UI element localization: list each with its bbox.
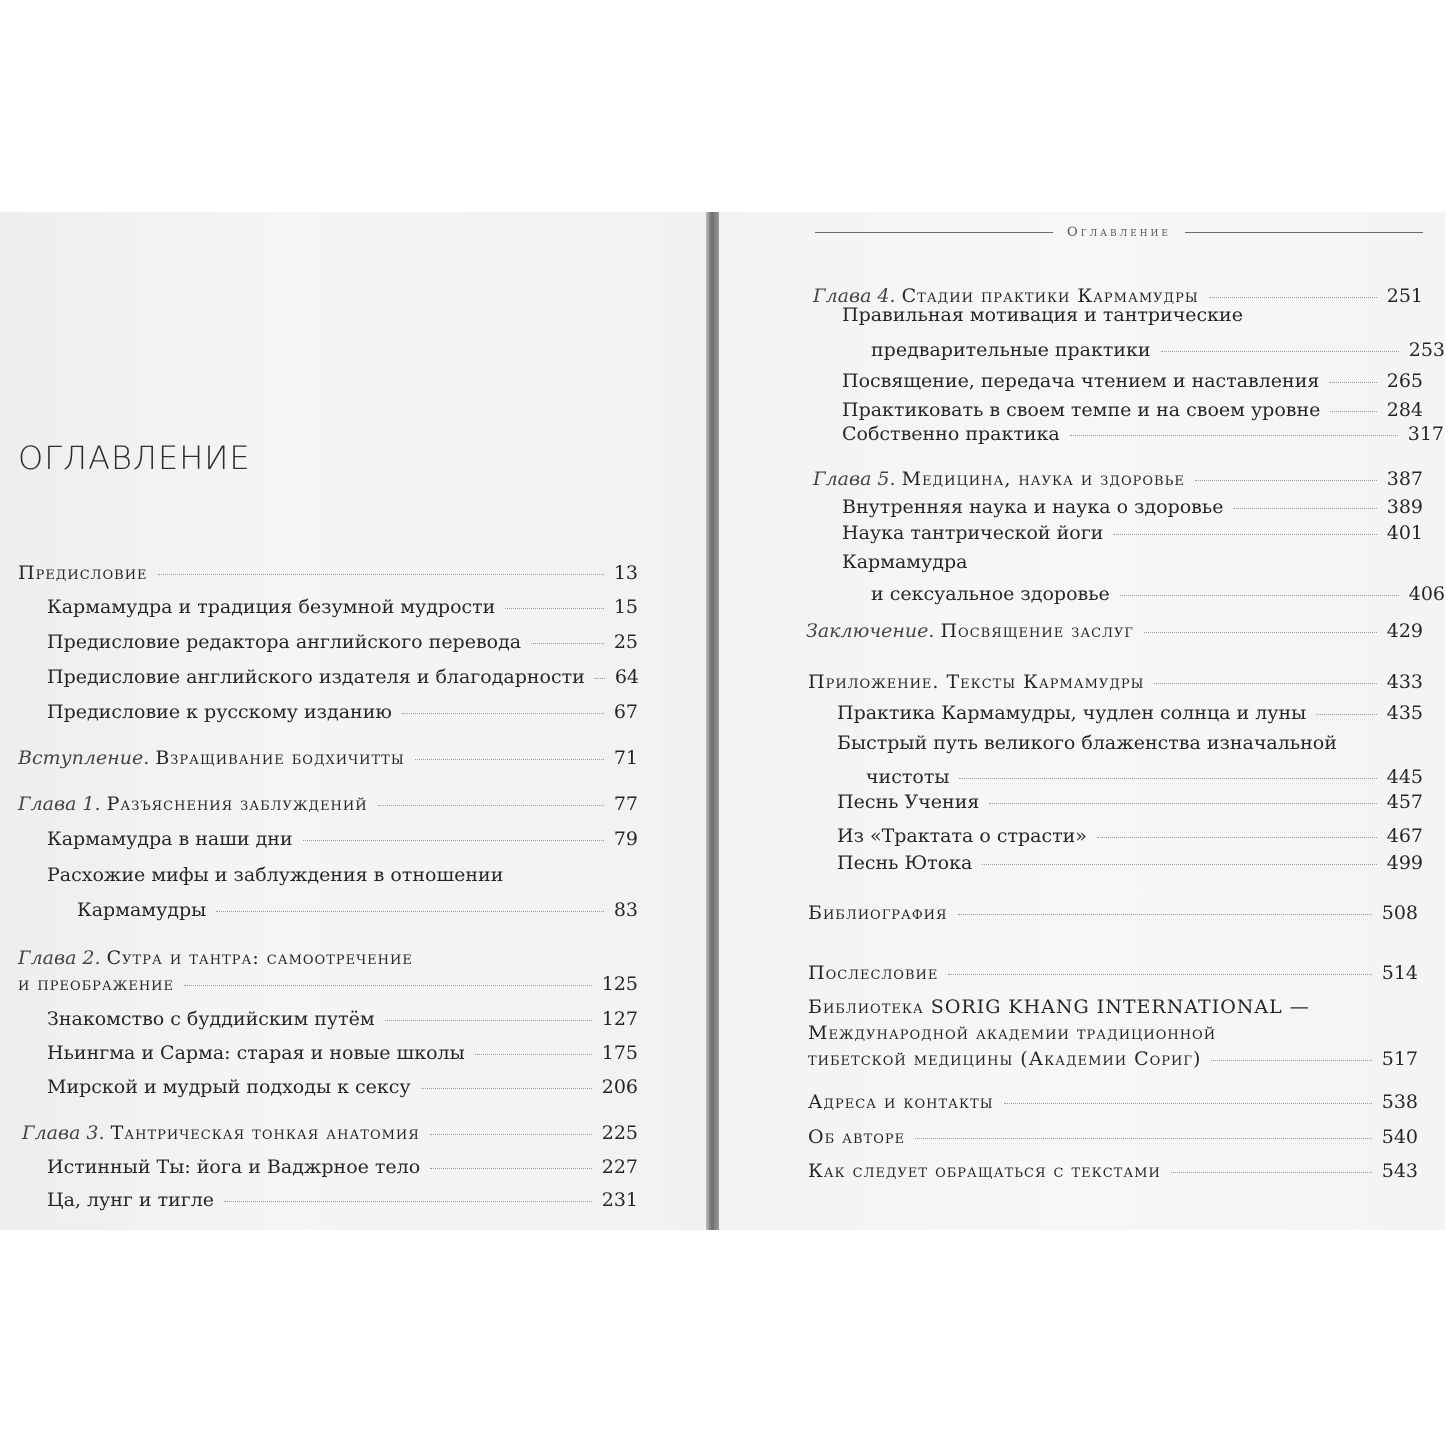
toc-entry-line: Быстрый путь великого блаженства изначальной	[837, 732, 1337, 754]
toc-entry	[837, 702, 1423, 724]
toc-entry-title: Послесловие	[808, 962, 939, 984]
toc-page-number: 206	[601, 1076, 638, 1098]
toc-entry-title	[18, 747, 405, 769]
toc-entry	[808, 1160, 1418, 1182]
toc-page-number: 83	[613, 899, 638, 921]
toc-leader-dots	[1113, 534, 1376, 535]
toc-entry	[47, 1156, 638, 1178]
toc-leader-dots	[1154, 683, 1376, 684]
toc-page-number: 406	[1408, 583, 1445, 605]
toc-leader-dots	[303, 840, 604, 841]
toc-leader-dots	[1209, 297, 1377, 298]
running-head-rule-left	[815, 232, 1053, 233]
running-head-rule-right	[1185, 232, 1423, 233]
toc-leader-dots	[1329, 382, 1376, 383]
toc-entry	[47, 1189, 638, 1211]
toc-entry-title: Собственно практика	[842, 423, 1060, 445]
toc-entry-heading: Взращивание бодхичитты	[155, 747, 405, 769]
toc-entry	[808, 1126, 1418, 1148]
toc-entry	[47, 596, 638, 618]
toc-entry	[842, 496, 1423, 518]
toc-page-number: 445	[1386, 766, 1423, 788]
toc-leader-dots	[1171, 1172, 1372, 1173]
toc-entry-title: Предисловие	[18, 562, 148, 584]
toc-entry-title: Знакомство с буддийским путём	[47, 1008, 375, 1030]
toc-entry-title: Наука тантрической йоги	[842, 522, 1104, 544]
toc-entry-prefix: Глава 2.	[18, 947, 101, 969]
toc-leader-dots	[1233, 508, 1376, 509]
toc-entry-title	[22, 1122, 420, 1144]
toc-entry-title: Предисловие английского издателя и благодарности	[47, 666, 585, 688]
toc-page-number: 543	[1381, 1160, 1418, 1182]
toc-leader-dots	[184, 985, 592, 986]
book-gutter	[706, 212, 719, 1230]
toc-entry	[813, 468, 1423, 490]
toc-entry-title: и преображение	[18, 973, 175, 995]
toc-page-number: 125	[601, 973, 638, 995]
toc-entry	[47, 1008, 638, 1030]
toc-page-number: 284	[1386, 399, 1423, 421]
toc-page-number: 514	[1381, 962, 1418, 984]
running-head	[815, 221, 1423, 243]
toc-leader-dots	[378, 805, 604, 806]
toc-entry	[18, 973, 638, 995]
toc-entry	[808, 1091, 1418, 1113]
toc-leader-dots	[595, 678, 605, 679]
toc-entry-title: Предисловие к русскому изданию	[47, 701, 392, 723]
toc-entry	[77, 899, 638, 921]
toc-entry-title: Как следует обращаться с текстами	[808, 1160, 1161, 1182]
toc-entry-prefix: Заключение.	[806, 620, 935, 642]
toc-page-number: 387	[1386, 468, 1423, 490]
toc-page-number: 13	[613, 562, 638, 584]
toc-entry	[806, 620, 1423, 642]
toc-page-number: 265	[1386, 370, 1423, 392]
toc-leader-dots	[224, 1201, 592, 1202]
toc-entry	[842, 423, 1444, 445]
toc-entry	[837, 852, 1423, 874]
toc-entry-title: Ца, лунг и тигле	[47, 1189, 215, 1211]
book-spread	[0, 212, 1445, 1230]
toc-entry	[47, 666, 638, 688]
toc-leader-dots	[415, 759, 604, 760]
toc-entry-heading: Стадии практики Кармамудры	[901, 285, 1199, 307]
toc-entry-title: Посвящение, передача чтением и наставления	[842, 370, 1320, 392]
toc-entry	[47, 631, 638, 653]
toc-entry-title: Предисловие редактора английского перевода	[47, 631, 522, 653]
toc-page-number: 67	[613, 701, 638, 723]
toc-entry-prefix: Вступление.	[18, 747, 150, 769]
toc-entry	[871, 583, 1445, 605]
toc-entry	[871, 339, 1445, 361]
toc-entry	[47, 1076, 638, 1098]
toc-page-number: 64	[614, 666, 639, 688]
toc-entry-title	[18, 793, 368, 815]
toc-leader-dots	[158, 574, 604, 575]
toc-entry-heading: Медицина, наука и здоровье	[901, 468, 1185, 490]
toc-entry	[18, 793, 638, 815]
toc-entry-title: Практиковать в своем темпе и на своем уровне	[842, 399, 1321, 421]
toc-page-number: 71	[613, 747, 638, 769]
toc-leader-dots	[402, 713, 604, 714]
toc-leader-dots	[430, 1134, 592, 1135]
toc-entry-title: чистоты	[866, 766, 950, 788]
toc-entry-heading: Разъяснения заблуждений	[106, 793, 368, 815]
toc-entry-line: Правильная мотивация и тантрические	[842, 304, 1243, 326]
toc-page-number: 227	[601, 1156, 638, 1178]
toc-title: ОГЛАВЛЕНИЕ	[18, 439, 251, 477]
toc-entry-line: Расхожие мифы и заблуждения в отношении	[47, 864, 504, 886]
toc-entry-title: Песнь Учения	[837, 791, 980, 813]
toc-entry	[47, 701, 638, 723]
toc-leader-dots	[1316, 714, 1376, 715]
toc-entry-title: и сексуальное здоровье	[871, 583, 1110, 605]
toc-page-number: 253	[1408, 339, 1445, 361]
toc-leader-dots	[959, 778, 1376, 779]
toc-entry-title	[813, 468, 1185, 490]
toc-entry	[808, 902, 1418, 924]
toc-entry-title: Песнь Ютока	[837, 852, 973, 874]
toc-leader-dots	[982, 864, 1376, 865]
toc-page-number: 79	[613, 828, 638, 850]
toc-entry-heading: Сутра и тантра: самоотречение	[106, 947, 413, 969]
toc-page-number: 15	[613, 596, 638, 618]
toc-entry-heading: Тантрическая тонкая анатомия	[110, 1122, 420, 1144]
toc-leader-dots	[915, 1138, 1372, 1139]
toc-entry-title: Кармамудра и традиция безумной мудрости	[47, 596, 496, 618]
toc-entry	[866, 766, 1423, 788]
toc-entry	[842, 399, 1423, 421]
toc-page-number: 401	[1386, 522, 1423, 544]
toc-page-number: 457	[1386, 791, 1423, 813]
toc-page-number: 540	[1381, 1126, 1418, 1148]
running-head-text: Оглавление	[1067, 224, 1171, 240]
left-page	[0, 212, 706, 1230]
toc-entry-prefix: Глава 4.	[813, 285, 896, 307]
toc-leader-dots	[475, 1054, 592, 1055]
toc-entry-title: Адреса и контакты	[808, 1091, 994, 1113]
toc-entry-heading: Посвящение заслуг	[940, 620, 1134, 642]
toc-entry	[18, 747, 638, 769]
toc-entry-title: Практика Кармамудры, чудлен солнца и луны	[837, 702, 1307, 724]
toc-entry-title: Ньингма и Сарма: старая и новые школы	[47, 1042, 465, 1064]
toc-entry-title: Внутренняя наука и наука о здоровье	[842, 496, 1224, 518]
toc-leader-dots	[1070, 435, 1398, 436]
toc-entry-prefix: Глава 1.	[18, 793, 101, 815]
toc-leader-dots	[216, 911, 604, 912]
toc-page-number: 433	[1386, 671, 1423, 693]
toc-entry-title: Приложение. Тексты Кармамудры	[808, 671, 1145, 693]
toc-leader-dots	[1195, 480, 1377, 481]
toc-entry	[837, 791, 1423, 813]
toc-entry	[808, 671, 1423, 693]
toc-entry	[808, 1048, 1418, 1070]
right-page	[719, 212, 1445, 1230]
toc-entry-title: тибетской медицины (Академии Сориг)	[808, 1048, 1202, 1070]
toc-page-number: 175	[601, 1042, 638, 1064]
toc-leader-dots	[1004, 1103, 1372, 1104]
toc-page-number: 251	[1386, 285, 1423, 307]
toc-entry-line: Международной академии традиционной	[808, 1022, 1217, 1044]
toc-page-number: 508	[1381, 902, 1418, 924]
toc-entry-title: Кармамудра в наши дни	[47, 828, 293, 850]
toc-entry	[18, 562, 638, 584]
toc-leader-dots	[430, 1168, 592, 1169]
toc-entry-title: Мирской и мудрый подходы к сексу	[47, 1076, 411, 1098]
toc-leader-dots	[948, 974, 1371, 975]
toc-entry	[47, 828, 638, 850]
toc-entry	[842, 522, 1423, 544]
toc-page-number: 127	[601, 1008, 638, 1030]
toc-entry-title: Библиография	[808, 902, 948, 924]
toc-entry-title: Истинный Ты: йога и Ваджрное тело	[47, 1156, 421, 1178]
toc-entry-title: предварительные практики	[871, 339, 1151, 361]
toc-leader-dots	[989, 803, 1376, 804]
toc-leader-dots	[421, 1088, 592, 1089]
toc-entry-line: Кармамудра	[842, 551, 968, 573]
toc-entry-title	[806, 620, 1134, 642]
toc-leader-dots	[1161, 351, 1399, 352]
toc-page-number: 517	[1381, 1048, 1418, 1070]
toc-leader-dots	[1097, 837, 1377, 838]
toc-entry-title: Об авторе	[808, 1126, 906, 1148]
toc-entry	[22, 1122, 638, 1144]
toc-entry-line	[18, 947, 413, 969]
toc-page-number: 538	[1381, 1091, 1418, 1113]
toc-page-number: 429	[1386, 620, 1423, 642]
toc-page-number: 389	[1386, 496, 1423, 518]
toc-page-number: 25	[613, 631, 638, 653]
toc-leader-dots	[1120, 595, 1399, 596]
toc-page-number: 225	[601, 1122, 638, 1144]
toc-entry	[842, 370, 1423, 392]
toc-page-number: 77	[613, 793, 638, 815]
toc-entry-prefix: Глава 3.	[22, 1122, 105, 1144]
toc-page-number: 317	[1407, 423, 1444, 445]
toc-entry-title: Из «Трактата о страсти»	[837, 825, 1087, 847]
toc-leader-dots	[385, 1020, 592, 1021]
toc-entry	[47, 1042, 638, 1064]
toc-leader-dots	[531, 643, 604, 644]
toc-page-number: 231	[601, 1189, 638, 1211]
toc-leader-dots	[1144, 632, 1377, 633]
toc-entry-prefix: Глава 5.	[813, 468, 896, 490]
toc-page-number: 499	[1386, 852, 1423, 874]
toc-entry-title: Кармамудры	[77, 899, 207, 921]
toc-leader-dots	[958, 914, 1372, 915]
toc-entry-line: Библиотека SORIG KHANG INTERNATIONAL —	[808, 996, 1310, 1018]
toc-leader-dots	[505, 608, 603, 609]
toc-leader-dots	[1211, 1060, 1371, 1061]
toc-entry	[837, 825, 1423, 847]
toc-page-number: 467	[1386, 825, 1423, 847]
toc-page-number: 435	[1386, 702, 1423, 724]
toc-leader-dots	[1330, 411, 1376, 412]
toc-entry	[808, 962, 1418, 984]
